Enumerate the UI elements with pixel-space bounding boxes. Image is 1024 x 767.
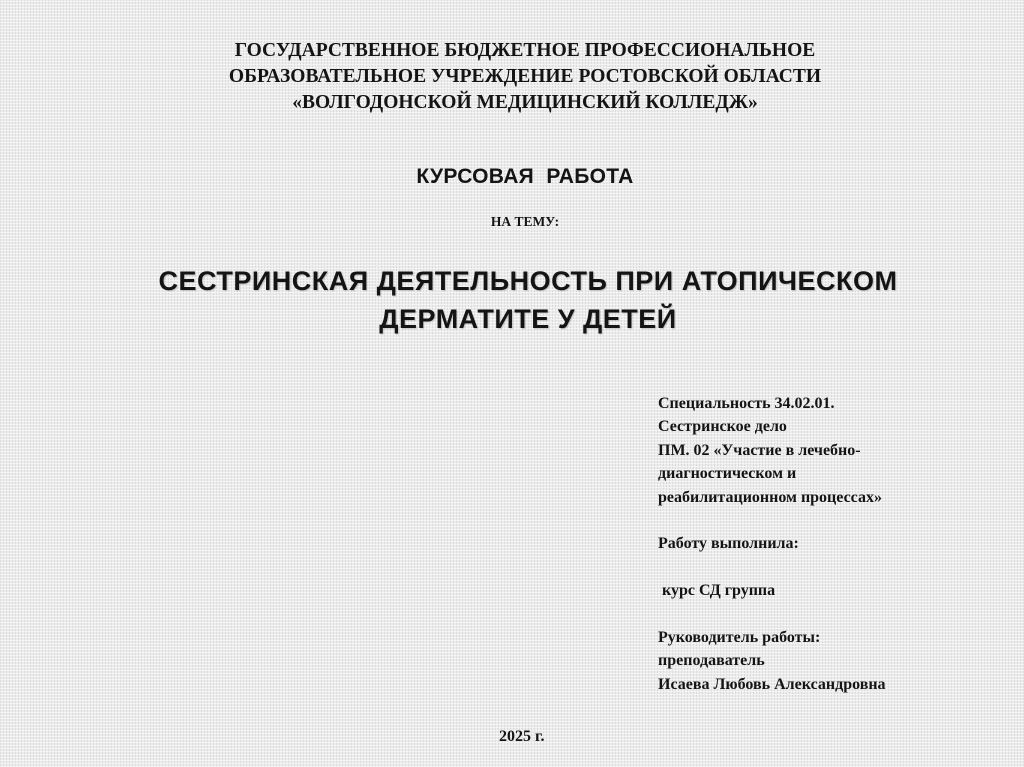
course-group: курс СД группа [658,582,776,600]
institution-line: ОБРАЗОВАТЕЛЬНОЕ УЧРЕЖДЕНИЕ РОСТОВСКОЙ ОБЛАСТИ [228,66,822,87]
institution-line: ГОСУДАРСТВЕННОЕ БЮДЖЕТНОЕ ПРОФЕССИОНАЛЬНОЕ [234,40,816,61]
specialty-name: Сестринское дело [658,418,787,436]
institution-line: «ВОЛГОДОНСКОЙ МЕДИЦИНСКИЙ КОЛЛЕДЖ» [292,92,758,113]
supervisor-position: преподаватель [658,652,765,670]
topic-line: СЕСТРИНСКАЯ ДЕЯТЕЛЬНОСТЬ ПРИ АТОПИЧЕСКОМ [158,266,898,296]
blank-line [658,509,998,532]
institution-header [0,38,1024,116]
year: 2025 г. [499,728,545,745]
module-line: диагностическом и [658,465,797,483]
topic-title [0,262,1024,338]
work-details [658,392,998,696]
author-label: Работу выполнила: [658,535,799,553]
blank-line [658,556,998,579]
blank-line [658,603,998,626]
supervisor-name: Исаева Любовь Александровна [658,675,886,693]
topic-line: ДЕРМАТИТЕ У ДЕТЕЙ [379,304,677,334]
module-line: ПМ. 02 «Участие в лечебно- [658,441,861,459]
module-line: реабилитационном процессах» [658,488,882,506]
supervisor-label: Руководитель работы: [658,629,821,647]
work-type-title: КУРСОВАЯ РАБОТА [416,165,634,188]
specialty-code: Специальность 34.02.01. [658,395,835,412]
theme-label: НА ТЕМУ: [490,214,560,229]
